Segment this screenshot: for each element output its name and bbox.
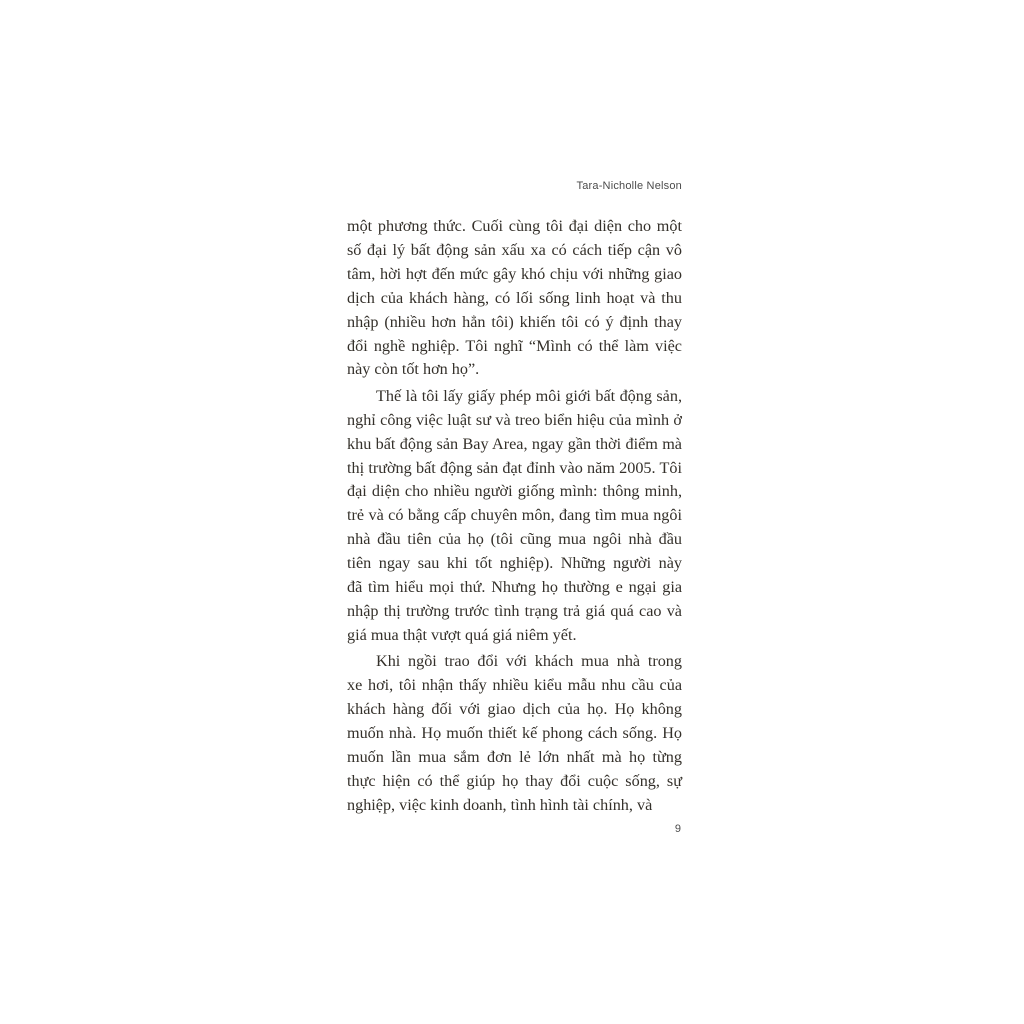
- text-line: thị trường bất động sản đạt đỉnh vào năm 2005. Tôi: [347, 458, 682, 477]
- text-line: xe hơi, tôi nhận thấy nhiều kiểu mẫu nhu cầu của: [347, 676, 682, 695]
- paragraph: [347, 385, 682, 648]
- text-line: nghiệp, việc kinh doanh, tình hình tài chính, và: [347, 795, 653, 814]
- text-line: đại diện cho nhiều người giống mình: thông minh,: [347, 482, 682, 501]
- text-line: một phương thức. Cuối cùng tôi đại diện cho một: [347, 217, 682, 235]
- text-line: tiên ngay sau khi tốt nghiệp). Những người này: [347, 554, 682, 573]
- text-line: muốn lần mua sắm đơn lẻ lớn nhất mà họ từng: [347, 747, 682, 766]
- text-line: dịch của khách hàng, có lối sống linh hoạt và thu: [347, 288, 682, 307]
- text-line: Thế là tôi lấy giấy phép môi giới bất động sản,: [376, 386, 682, 405]
- page-body-text: [347, 215, 682, 818]
- text-line: nghỉ công việc luật sư và treo biển hiệu của mình ở: [347, 410, 682, 429]
- text-line: nhà đầu tiên của họ (tôi cũng mua ngôi nhà đầu: [347, 530, 682, 549]
- text-line: trẻ và có bằng cấp chuyên môn, đang tìm mua ngôi: [347, 506, 682, 525]
- book-page: [347, 179, 682, 837]
- text-line: đổi nghề nghiệp. Tôi nghĩ “Mình có thể làm việc: [347, 336, 682, 355]
- text-line: muốn nhà. Họ muốn thiết kế phong cách sống. Họ: [347, 724, 682, 743]
- text-line: nhập thị trường trước tình trạng trả giá quá cao và: [347, 602, 682, 620]
- paragraph: [347, 650, 682, 817]
- text-line: số đại lý bất động sản xấu xa có cách tiếp cận vô: [347, 240, 682, 259]
- text-line: tâm, hời hợt đến mức gây khó chịu với những giao: [347, 264, 682, 283]
- running-header-author: Tara-Nicholle Nelson: [576, 180, 682, 192]
- paragraph: [347, 215, 682, 382]
- text-line: khu bất động sản Bay Area, ngay gần thời điểm mà: [347, 434, 682, 453]
- text-line: đã tìm hiểu mọi thứ. Nhưng họ thường e ngại gia: [347, 578, 682, 597]
- page-number: 9: [674, 822, 681, 835]
- text-line: giá mua thật vượt quá giá niêm yết.: [347, 625, 577, 644]
- text-line: này còn tốt hơn họ”.: [347, 360, 480, 379]
- text-line: thực hiện có thể giúp họ thay đổi cuộc sống, sự: [347, 771, 682, 790]
- text-line: Khi ngồi trao đổi với khách mua nhà trong: [376, 652, 682, 671]
- text-line: khách hàng đối với giao dịch của họ. Họ không: [347, 700, 682, 719]
- text-line: nhập (nhiều hơn hẳn tôi) khiến tôi có ý định thay: [347, 312, 682, 331]
